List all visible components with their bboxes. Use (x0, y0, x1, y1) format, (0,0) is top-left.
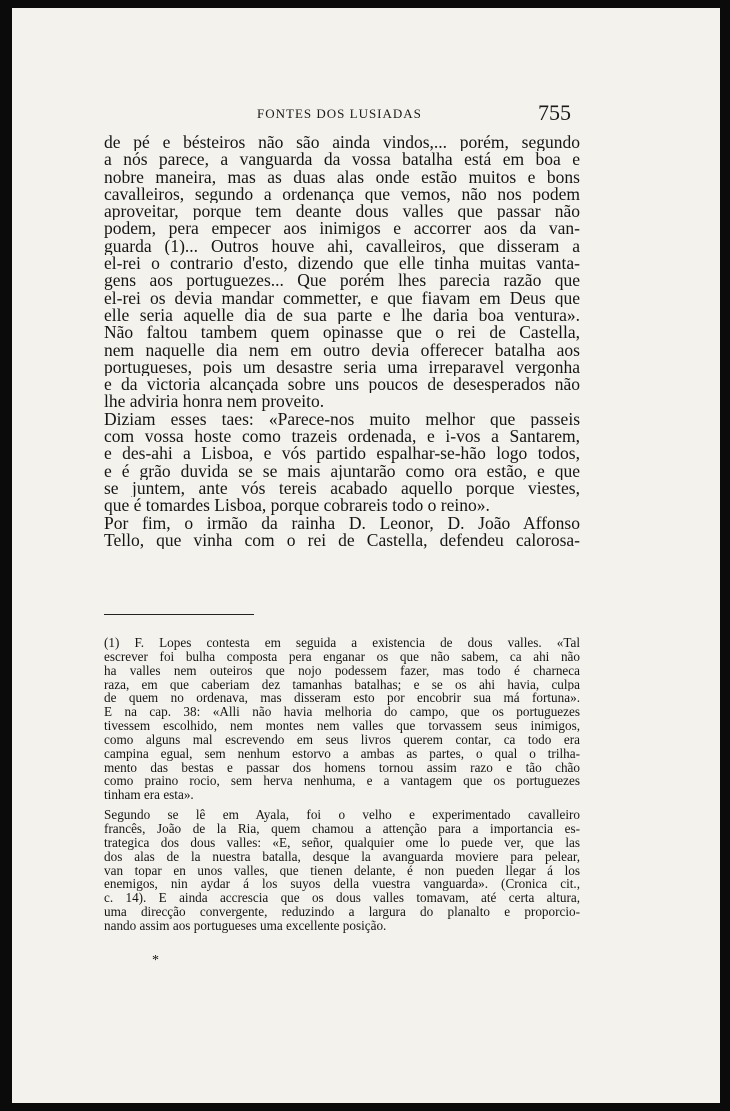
page-header (12, 100, 720, 136)
text-line: Diziam esses taes: «Parece-nos muito melhor que passeis (104, 410, 580, 429)
footnotes (104, 636, 580, 933)
footnote-line: raza, em que caberiam dez tamanhas batalhas; e se os ahi havia, culpa (104, 677, 580, 692)
text-line: de pé e bésteiros não são ainda vindos,... porém, segundo (104, 134, 580, 152)
text-line: e des-ahi a Lisboa, e vós partido espalhar-se-hão logo todos, (104, 445, 580, 463)
footnote-line: tivessem escolhido, nem montes nem valles que torvassem seus inimigos, (104, 719, 580, 733)
footnote-line: tinham era esta». (104, 788, 194, 803)
text-line: Não faltou tambem quem opinasse que o rei de Castella, (104, 324, 580, 342)
text-line: portugueses, pois um desastre seria uma irreparavel vergonha (104, 358, 580, 377)
text-line: a nós parece, a vanguarda da vossa batalha está em boa e (104, 151, 580, 169)
footnote-line: E na cap. 38: «Alli não havia melhoria do campo, que os portuguezes (104, 705, 580, 720)
footnote-line: como alguns mal escrevendo em seus livros querem contar, ca todo era (104, 732, 580, 747)
text-line: Por fim, o irmão da rainha D. Leonor, D. João Affonso (104, 514, 580, 532)
footnote-line: de quem no ordenava, mas disseram esto por encobrir sua má fortuna». (104, 691, 580, 706)
page-number: 755 (538, 100, 571, 125)
text-line: Tello, que vinha com o rei de Castella, defendeu calorosa- (104, 531, 580, 550)
footnote-line: francês, João de la Ria, quem chamou a attenção para a importancia es- (104, 821, 580, 836)
end-marker: * (152, 953, 159, 968)
text-line: gens aos portuguezes... Que porém lhes parecia razão que (104, 272, 580, 290)
footnote-line: uma direcção convergente, reduzindo a largura do planalto e proporcio- (104, 905, 580, 919)
text-line: se juntem, ante vós tereis acabado aquello porque viestes, (104, 479, 580, 498)
text-line: cavalleiros, segundo a ordenança que vemos, não nos podem (104, 185, 580, 204)
text-line: nem naquelle dia nem em outro devia offerecer batalha aos (104, 341, 580, 359)
footnote-line: trategica dos dous valles: «E, señor, qualquier ome lo puede ver, que las (104, 835, 580, 850)
text-line: lhe adviria honra nem proveito. (104, 393, 325, 411)
footnote-line: mento das bestas e passar dos homens tornou assim razo e tão chão (104, 760, 580, 775)
footnote-line: enemigos, nin aydar á los suyos della vuestra vanguarda». (Cronica cit., (104, 877, 580, 892)
text-line: elle seria aquelle dia de sua parte e lhe daria boa ventura». (104, 306, 580, 325)
text-line: podem, pera empecer aos inimigos e accorrer aos da van- (104, 220, 580, 238)
text-line: nobre maneira, mas as duas alas onde estão muitos e bons (104, 168, 580, 186)
footnote-line: campina egual, sem nenhum estorvo a ambas as partes, o qual o trilha- (104, 746, 580, 761)
text-line: el-rei os devia mandar commetter, e que fiavam em Deus que (104, 289, 580, 307)
main-text (104, 134, 580, 549)
footnote-rule (104, 614, 254, 615)
footnote-line: van topar en unos valles, que tienen delante, é non pueden llegar á los (104, 863, 580, 878)
running-title: FONTES DOS LUSIADAS (257, 106, 422, 121)
footnote-line: escrever foi bulha composta pera enganar os que não sabem, ca ahi não (104, 649, 580, 664)
footnote-line: (1) F. Lopes contesta em seguida a existencia de dous valles. «Tal (104, 636, 580, 650)
footnote-line: ha valles nem outeiros que nojo podessem fazer, mas todo é charneca (104, 663, 580, 678)
text-line: e é grão duvida se se mais ajuntarão como ora estão, e que (104, 462, 580, 480)
text-line: aproveitar, porque tem deante dous valles que passar não (104, 203, 580, 221)
footnote-line: como praino rocio, sem herva nenhuma, e a vantagem que os portuguezes (104, 774, 580, 789)
text-line: el-rei o contrario d'esto, dizendo que elle tinha muitas vanta- (104, 255, 580, 273)
text-line: e da victoria alcançada sobre uns poucos de desesperados não (104, 376, 580, 394)
text-line: guarda (1)... Outros houve ahi, cavalleiros, que disseram a (104, 237, 580, 256)
footnote-line: dos alas de la nuestra batalla, desque la avanguarda moviere para pelear, (104, 849, 580, 864)
text-line: que é tomardes Lisboa, porque cobrareis todo o reino». (104, 497, 490, 515)
text-line: com vossa hoste como trazeis ordenada, e i-vos a Santarem, (104, 428, 580, 446)
footnote-line: c. 14). E ainda accrescia que os dous valles tomavam, até certa altura, (104, 891, 580, 906)
book-page (12, 8, 720, 1103)
footnote-line: nando assim aos portugueses uma excellente posição. (104, 918, 387, 933)
footnote-line: Segundo se lê em Ayala, foi o velho e experimentado cavalleiro (104, 808, 580, 822)
